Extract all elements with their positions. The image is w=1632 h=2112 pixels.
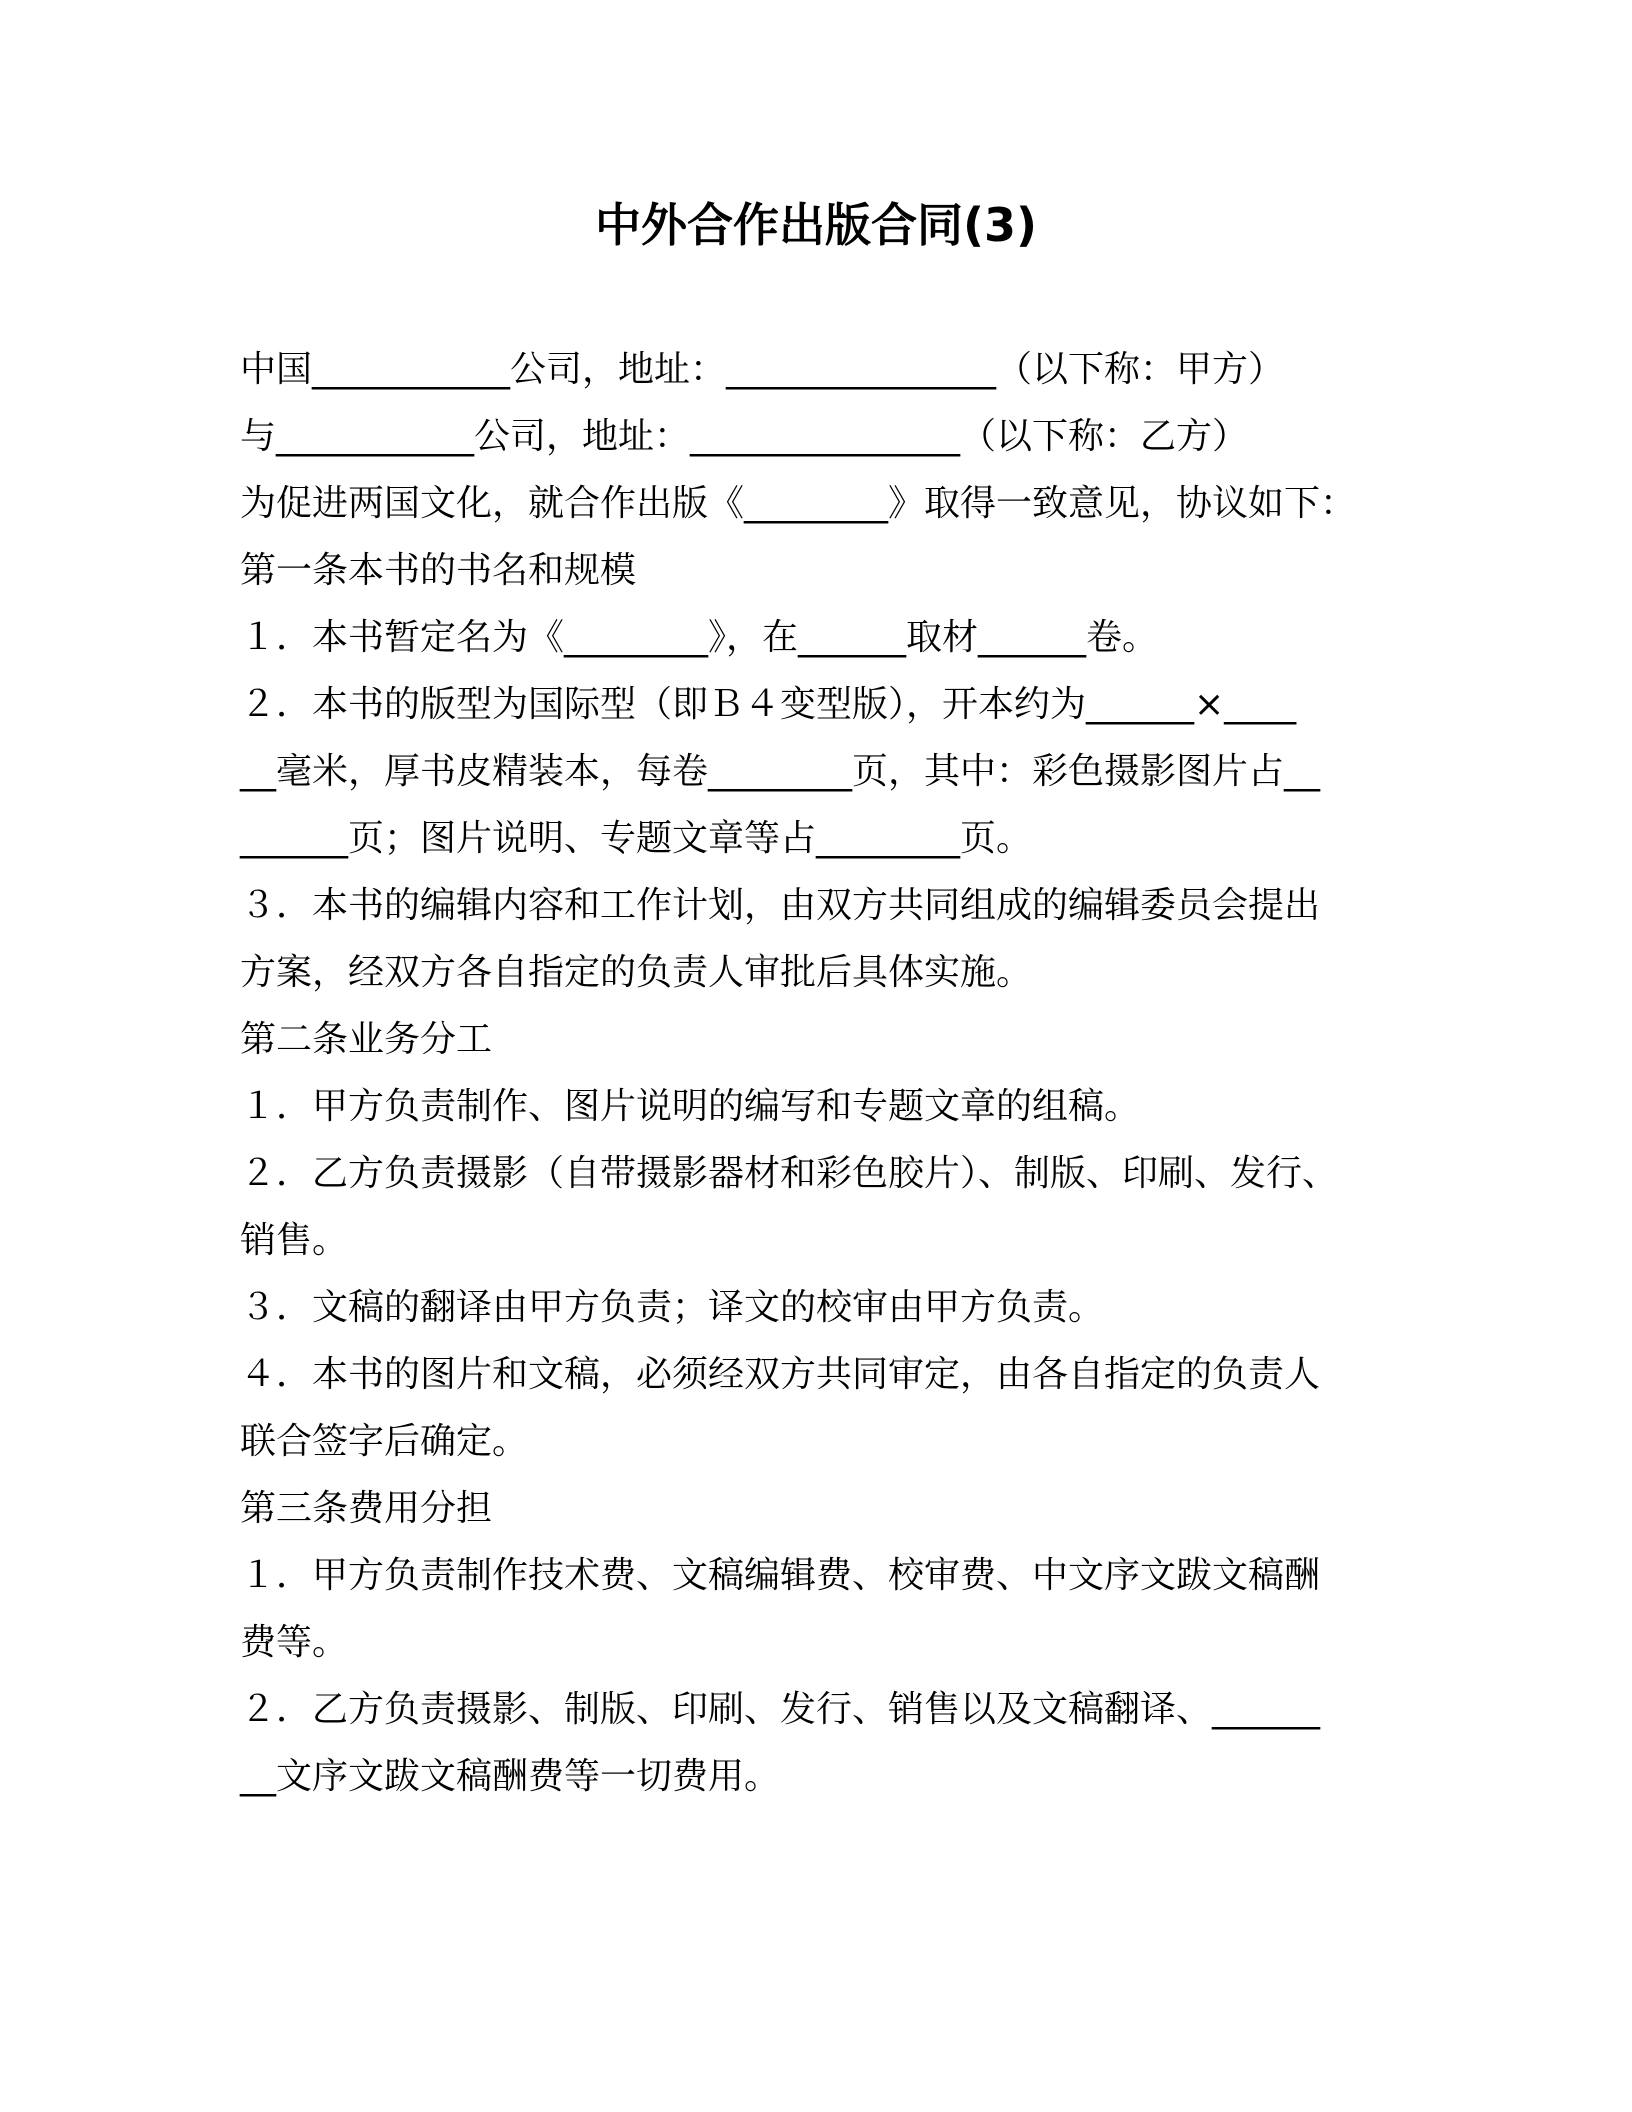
paragraph-line: １．甲方负责制作技术费、文稿编辑费、校审费、中文序文跋文稿酬 (240, 1555, 1321, 1596)
paragraph-line: 与___________公司，地址：_______________（以下称：乙方） (240, 416, 1249, 457)
paragraph-line: __毫米，厚书皮精装本，每卷________页，其中：彩色摄影图片占__ (240, 751, 1321, 792)
paragraph-line: 中国___________公司，地址：_______________（以下称：甲方） (240, 349, 1285, 390)
paragraph-line: 销售。 (240, 1220, 349, 1261)
paragraph-line: 为促进两国文化，就合作出版《________》取得一致意见，协议如下： (240, 483, 1357, 524)
paragraph-line: １．本书暂定名为《________》，在______取材______卷。 (240, 617, 1159, 658)
document-body (240, 336, 1380, 1810)
paragraph-line: ４．本书的图片和文稿，必须经双方共同审定，由各自指定的负责人 (240, 1354, 1321, 1395)
paragraph-line: １．甲方负责制作、图片说明的编写和专题文章的组稿。 (240, 1086, 1141, 1127)
paragraph-line: ______页；图片说明、专题文章等占________页。 (240, 818, 1033, 859)
document-title: 中外合作出版合同(3) (594, 198, 1038, 252)
section-heading: 第二条业务分工 (240, 1019, 493, 1060)
paragraph-line: __文序文跋文稿酬费等一切费用。 (240, 1756, 781, 1797)
paragraph-line: ３．本书的编辑内容和工作计划，由双方共同组成的编辑委员会提出 (240, 885, 1321, 926)
section-heading: 第一条本书的书名和规模 (240, 550, 637, 591)
paragraph-line: ２．乙方负责摄影、制版、印刷、发行、销售以及文稿翻译、______ (240, 1689, 1321, 1730)
paragraph-line: 联合签字后确定。 (240, 1421, 529, 1462)
section-heading: 第三条费用分担 (240, 1488, 493, 1529)
paragraph-line: ２．乙方负责摄影（自带摄影器材和彩色胶片）、制版、印刷、发行、 (240, 1153, 1339, 1194)
paragraph-line: 费等。 (240, 1622, 349, 1663)
paragraph-line: ３．文稿的翻译由甲方负责；译文的校审由甲方负责。 (240, 1287, 1105, 1328)
paragraph-line: 方案，经双方各自指定的负责人审批后具体实施。 (240, 952, 1033, 993)
paragraph-line: ２．本书的版型为国际型（即Ｂ４变型版），开本约为______×____ (240, 684, 1297, 725)
